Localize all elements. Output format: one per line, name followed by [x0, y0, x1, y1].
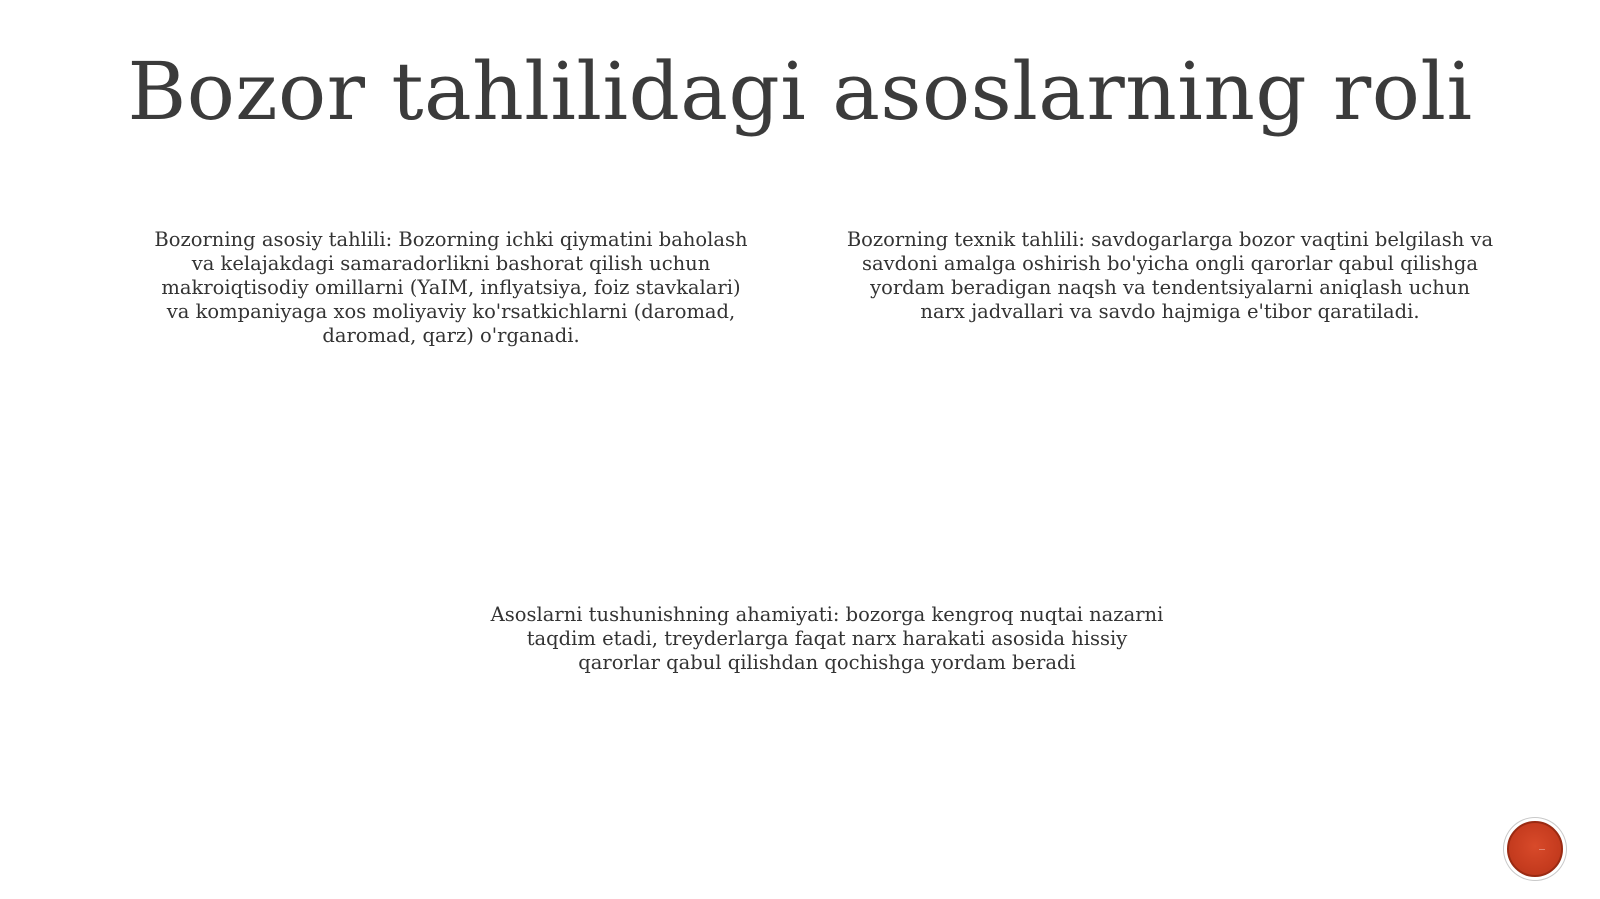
nav-glyph-icon — [1539, 849, 1545, 854]
circle-button-icon[interactable] — [1507, 821, 1563, 877]
fundamental-analysis-text: Bozorning asosiy tahlili: Bozorning ichki qiymatini baholash va kelajakdagi samaradorlikni bashorat qilish uchun makroiqtisodiy omillarni (YaIM, inflyatsiya, foiz stavkalari) va kompaniyaga xos moliyaviy ko'rsatkichlarni (daromad, daromad, qarz) o'rganadi. — [154, 228, 748, 347]
technical-analysis-text: Bozorning texnik tahlili: savdogarlarga bozor vaqtini belgilash va savdoni amalga oshirish bo'yicha ongli qarorlar qabul qilishga yordam beradigan naqsh va tendentsiyalarni aniqlash uchun narx jadvallari va savdo hajmiga e'tibor qaratiladi. — [846, 228, 1494, 323]
fundamentals-importance-text: Asoslarni tushunishning ahamiyati: bozorga kengroq nuqtai nazarni taqdim etadi, treyderlarga faqat narx harakati asosida hissiy qarorlar qabul qilishdan qochishga yordam beradi — [490, 603, 1164, 674]
slide-title: Bozor tahlilidagi asoslarning roli — [127, 45, 1473, 138]
